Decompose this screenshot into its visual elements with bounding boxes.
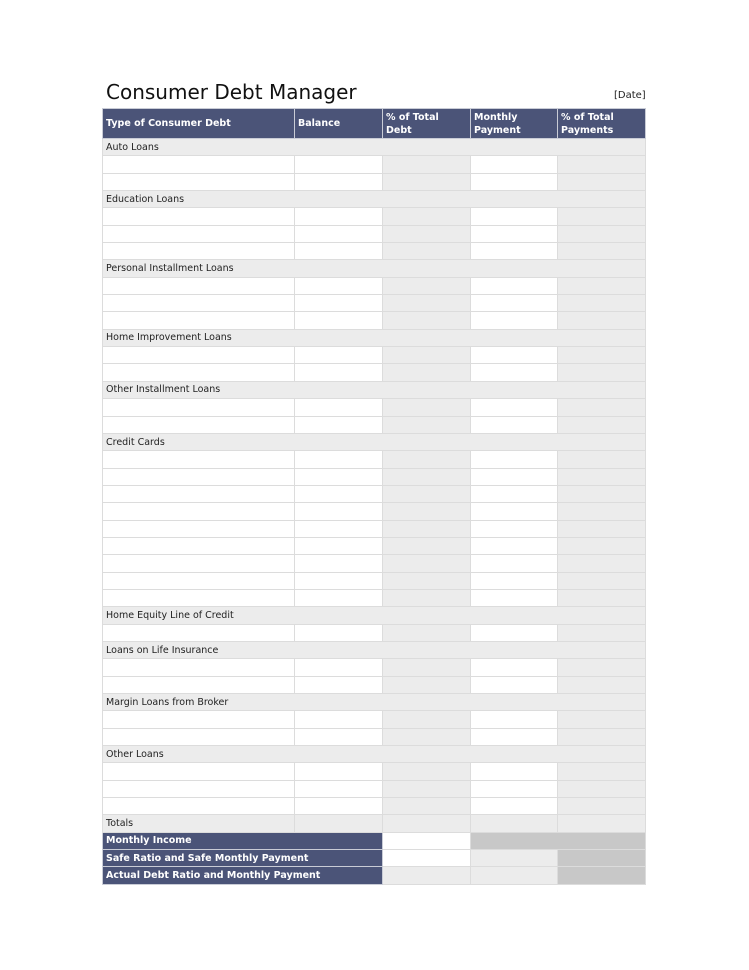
pct-debt-cell: [383, 676, 471, 693]
balance-cell[interactable]: [295, 364, 383, 381]
payment-cell[interactable]: [471, 555, 558, 572]
table-row: [103, 763, 646, 780]
monthly-income-label: Monthly Income: [103, 832, 383, 849]
table-row: [103, 572, 646, 589]
pct-debt-cell: [383, 728, 471, 745]
pct-debt-cell: [383, 243, 471, 260]
pct-debt-cell: [383, 399, 471, 416]
page-title: Consumer Debt Manager: [106, 80, 357, 104]
section-header-row: [103, 607, 646, 624]
table-row: [103, 208, 646, 225]
section-header-row: [103, 381, 646, 398]
pct-payments-cell: [558, 295, 646, 312]
table-row: [103, 555, 646, 572]
type-cell[interactable]: [103, 589, 295, 606]
payment-cell[interactable]: [471, 173, 558, 190]
payment-cell[interactable]: [471, 225, 558, 242]
pct-payments-cell: [558, 815, 646, 832]
actual-payment-cell: [471, 867, 558, 884]
blank-cell: [558, 867, 646, 884]
pct-debt-cell: [383, 312, 471, 329]
pct-payments-cell: [558, 780, 646, 797]
pct-debt-cell: [383, 416, 471, 433]
section-label: Credit Cards: [103, 433, 646, 450]
type-cell[interactable]: [103, 173, 295, 190]
table-row: [103, 537, 646, 554]
balance-cell[interactable]: [295, 659, 383, 676]
section-header-row: [103, 260, 646, 277]
section-header-row: [103, 641, 646, 658]
table-row: [103, 347, 646, 364]
blank-cell: [558, 850, 646, 867]
type-cell[interactable]: [103, 364, 295, 381]
section-label: Home Improvement Loans: [103, 329, 646, 346]
type-cell[interactable]: [103, 780, 295, 797]
pct-debt-cell: [383, 156, 471, 173]
pct-payments-cell: [558, 208, 646, 225]
pct-debt-cell: [383, 763, 471, 780]
type-cell[interactable]: [103, 711, 295, 728]
pct-debt-cell: [383, 589, 471, 606]
pct-payments-cell: [558, 572, 646, 589]
table-row: [103, 173, 646, 190]
table-row: [103, 589, 646, 606]
date-field[interactable]: [Date]: [614, 90, 646, 101]
pct-payments-cell: [558, 503, 646, 520]
balance-cell[interactable]: [295, 537, 383, 554]
pct-debt-cell: [383, 485, 471, 502]
table-row: [103, 416, 646, 433]
safe-ratio-input[interactable]: [383, 850, 471, 867]
balance-cell[interactable]: [295, 451, 383, 468]
pct-debt-cell: [383, 624, 471, 641]
table-row: [103, 503, 646, 520]
type-cell[interactable]: [103, 277, 295, 294]
balance-cell[interactable]: [295, 763, 383, 780]
balance-cell[interactable]: [295, 780, 383, 797]
balance-cell[interactable]: [295, 624, 383, 641]
pct-payments-cell: [558, 589, 646, 606]
pct-debt-cell: [383, 555, 471, 572]
safe-ratio-label: Safe Ratio and Safe Monthly Payment: [103, 850, 383, 867]
type-cell[interactable]: [103, 659, 295, 676]
pct-payments-cell: [558, 728, 646, 745]
payment-cell[interactable]: [471, 156, 558, 173]
type-cell[interactable]: [103, 485, 295, 502]
payment-cell[interactable]: [471, 503, 558, 520]
pct-payments-cell: [558, 485, 646, 502]
pct-payments-cell: [558, 676, 646, 693]
col-pct-payments: % of Total Payments: [558, 109, 646, 139]
table-row: [103, 711, 646, 728]
balance-cell[interactable]: [295, 555, 383, 572]
type-cell[interactable]: [103, 468, 295, 485]
totals-label: Totals: [103, 815, 295, 832]
payment-cell[interactable]: [471, 572, 558, 589]
section-header-row: [103, 433, 646, 450]
pct-debt-cell: [383, 659, 471, 676]
actual-ratio-label: Actual Debt Ratio and Monthly Payment: [103, 867, 383, 884]
pct-debt-cell: [383, 537, 471, 554]
pct-payments-cell: [558, 364, 646, 381]
section-label: Personal Installment Loans: [103, 260, 646, 277]
section-header-row: [103, 746, 646, 763]
type-cell[interactable]: [103, 295, 295, 312]
section-header-row: [103, 329, 646, 346]
type-cell[interactable]: [103, 537, 295, 554]
payment-cell[interactable]: [471, 520, 558, 537]
col-monthly-payment: Monthly Payment: [471, 109, 558, 139]
table-row: [103, 468, 646, 485]
balance-cell[interactable]: [295, 416, 383, 433]
pct-debt-cell: [383, 503, 471, 520]
pct-debt-cell: [383, 173, 471, 190]
pct-debt-cell: [383, 347, 471, 364]
pct-payments-cell: [558, 763, 646, 780]
actual-ratio-cell: [383, 867, 471, 884]
table-row: [103, 243, 646, 260]
pct-debt-cell: [383, 815, 471, 832]
table-row: [103, 780, 646, 797]
payment-cell[interactable]: [471, 416, 558, 433]
payment-cell[interactable]: [471, 659, 558, 676]
pct-payments-cell: [558, 416, 646, 433]
payment-cell[interactable]: [471, 451, 558, 468]
table-row: [103, 364, 646, 381]
col-type: Type of Consumer Debt: [103, 109, 295, 139]
table-row: [103, 485, 646, 502]
type-cell[interactable]: [103, 243, 295, 260]
table-row: [103, 225, 646, 242]
pct-payments-cell: [558, 711, 646, 728]
section-header-row: [103, 139, 646, 156]
type-cell[interactable]: [103, 572, 295, 589]
header-row: [103, 109, 646, 139]
pct-payments-cell: [558, 468, 646, 485]
payment-cell[interactable]: [471, 295, 558, 312]
payment-cell: [471, 815, 558, 832]
balance-cell[interactable]: [295, 728, 383, 745]
type-cell[interactable]: [103, 555, 295, 572]
type-cell[interactable]: [103, 399, 295, 416]
section-label: Auto Loans: [103, 139, 646, 156]
pct-debt-cell: [383, 225, 471, 242]
type-cell[interactable]: [103, 676, 295, 693]
section-header-row: [103, 694, 646, 711]
type-cell[interactable]: [103, 763, 295, 780]
pct-payments-cell: [558, 451, 646, 468]
table-row: [103, 659, 646, 676]
balance-cell[interactable]: [295, 225, 383, 242]
pct-debt-cell: [383, 520, 471, 537]
payment-cell[interactable]: [471, 728, 558, 745]
payment-cell[interactable]: [471, 468, 558, 485]
payment-cell[interactable]: [471, 589, 558, 606]
balance-cell[interactable]: [295, 208, 383, 225]
balance-cell[interactable]: [295, 503, 383, 520]
pct-debt-cell: [383, 295, 471, 312]
pct-payments-cell: [558, 156, 646, 173]
type-cell[interactable]: [103, 503, 295, 520]
payment-cell[interactable]: [471, 624, 558, 641]
payment-cell[interactable]: [471, 312, 558, 329]
balance-cell[interactable]: [295, 520, 383, 537]
balance-cell[interactable]: [295, 468, 383, 485]
pct-payments-cell: [558, 520, 646, 537]
pct-payments-cell: [558, 537, 646, 554]
balance-cell[interactable]: [295, 589, 383, 606]
type-cell[interactable]: [103, 225, 295, 242]
pct-debt-cell: [383, 208, 471, 225]
summary-row: [103, 832, 646, 849]
payment-cell[interactable]: [471, 711, 558, 728]
pct-payments-cell: [558, 555, 646, 572]
section-label: Margin Loans from Broker: [103, 694, 646, 711]
balance-cell[interactable]: [295, 347, 383, 364]
table-row: [103, 451, 646, 468]
payment-cell[interactable]: [471, 208, 558, 225]
type-cell[interactable]: [103, 624, 295, 641]
section-header-row: [103, 191, 646, 208]
balance-cell[interactable]: [295, 485, 383, 502]
payment-cell[interactable]: [471, 277, 558, 294]
col-balance: Balance: [295, 109, 383, 139]
section-label: Other Installment Loans: [103, 381, 646, 398]
balance-cell[interactable]: [295, 156, 383, 173]
summary-row: [103, 850, 646, 867]
type-cell[interactable]: [103, 347, 295, 364]
payment-cell[interactable]: [471, 347, 558, 364]
balance-cell[interactable]: [295, 798, 383, 815]
balance-cell[interactable]: [295, 572, 383, 589]
table-row: [103, 312, 646, 329]
balance-cell[interactable]: [295, 243, 383, 260]
payment-cell[interactable]: [471, 780, 558, 797]
section-label: Other Loans: [103, 746, 646, 763]
balance-cell: [295, 815, 383, 832]
monthly-income-input[interactable]: [383, 832, 471, 849]
pct-payments-cell: [558, 347, 646, 364]
type-cell[interactable]: [103, 451, 295, 468]
safe-payment-cell: [471, 850, 558, 867]
table-row: [103, 728, 646, 745]
payment-cell[interactable]: [471, 676, 558, 693]
payment-cell[interactable]: [471, 537, 558, 554]
table-row: [103, 798, 646, 815]
totals-row: [103, 815, 646, 832]
balance-cell[interactable]: [295, 312, 383, 329]
balance-cell[interactable]: [295, 711, 383, 728]
pct-payments-cell: [558, 243, 646, 260]
summary-row: [103, 867, 646, 884]
debt-table: [102, 108, 646, 885]
table-row: [103, 624, 646, 641]
payment-cell[interactable]: [471, 243, 558, 260]
pct-debt-cell: [383, 451, 471, 468]
pct-debt-cell: [383, 572, 471, 589]
section-label: Home Equity Line of Credit: [103, 607, 646, 624]
table-row: [103, 277, 646, 294]
table-row: [103, 399, 646, 416]
col-pct-debt: % of Total Debt: [383, 109, 471, 139]
table-row: [103, 156, 646, 173]
table-row: [103, 520, 646, 537]
type-cell[interactable]: [103, 312, 295, 329]
table-row: [103, 676, 646, 693]
pct-debt-cell: [383, 780, 471, 797]
type-cell[interactable]: [103, 728, 295, 745]
payment-cell[interactable]: [471, 399, 558, 416]
pct-payments-cell: [558, 312, 646, 329]
balance-cell[interactable]: [295, 277, 383, 294]
type-cell[interactable]: [103, 156, 295, 173]
pct-payments-cell: [558, 277, 646, 294]
section-label: Education Loans: [103, 191, 646, 208]
balance-cell[interactable]: [295, 399, 383, 416]
type-cell[interactable]: [103, 798, 295, 815]
balance-cell[interactable]: [295, 295, 383, 312]
type-cell[interactable]: [103, 208, 295, 225]
payment-cell[interactable]: [471, 798, 558, 815]
pct-payments-cell: [558, 173, 646, 190]
payment-cell[interactable]: [471, 485, 558, 502]
pct-debt-cell: [383, 798, 471, 815]
type-cell[interactable]: [103, 416, 295, 433]
section-label: Loans on Life Insurance: [103, 641, 646, 658]
pct-debt-cell: [383, 711, 471, 728]
balance-cell[interactable]: [295, 173, 383, 190]
pct-debt-cell: [383, 364, 471, 381]
payment-cell[interactable]: [471, 763, 558, 780]
pct-payments-cell: [558, 659, 646, 676]
pct-payments-cell: [558, 624, 646, 641]
table-row: [103, 295, 646, 312]
pct-debt-cell: [383, 468, 471, 485]
type-cell[interactable]: [103, 520, 295, 537]
balance-cell[interactable]: [295, 676, 383, 693]
pct-payments-cell: [558, 798, 646, 815]
pct-payments-cell: [558, 225, 646, 242]
pct-debt-cell: [383, 277, 471, 294]
pct-payments-cell: [558, 399, 646, 416]
blank-cell: [471, 832, 646, 849]
payment-cell[interactable]: [471, 364, 558, 381]
